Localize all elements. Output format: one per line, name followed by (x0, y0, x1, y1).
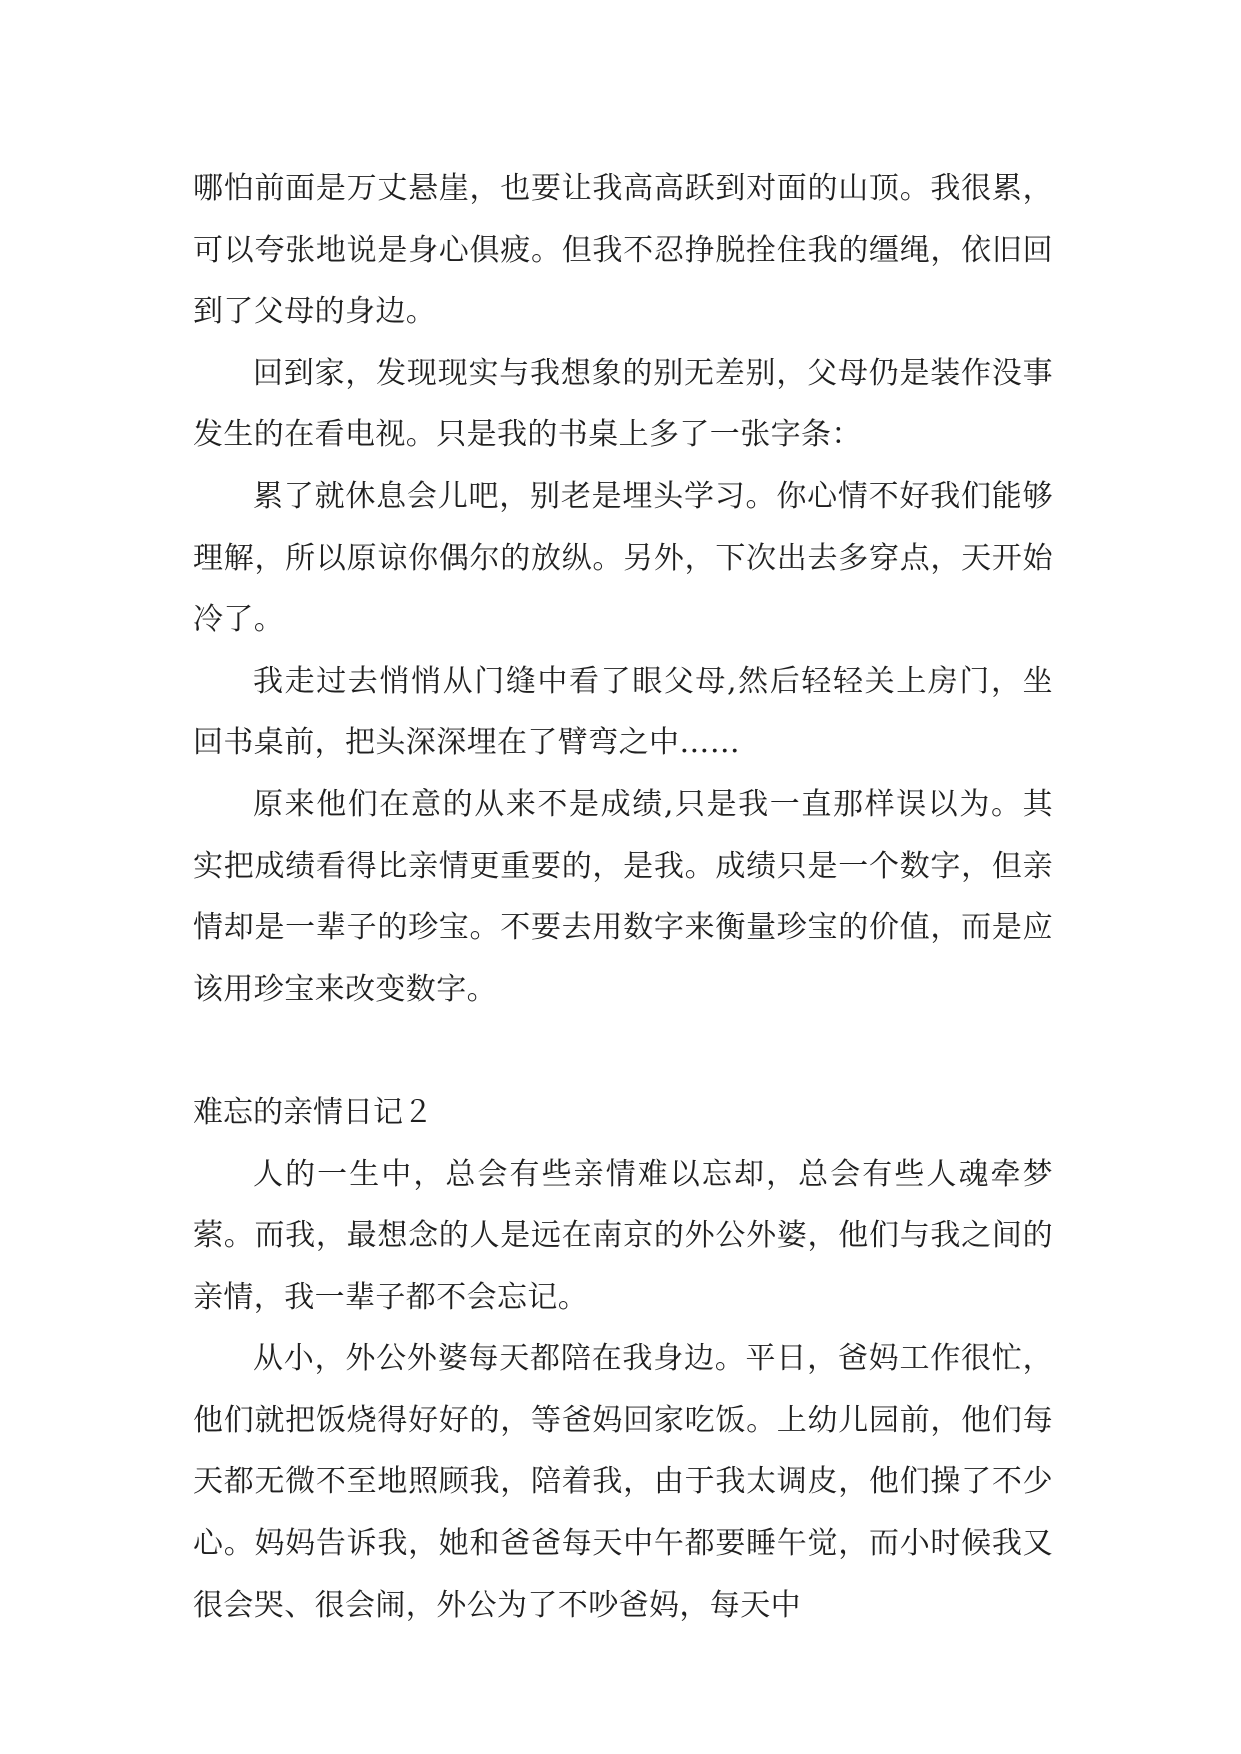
section-title: 难忘的亲情日记２ (193, 1094, 433, 1130)
section-spacer (193, 1020, 1053, 1082)
paragraph-continuation: 哪怕前面是万丈悬崖，也要让我高高跃到对面的山顶。我很累，可以夸张地说是身心俱疲。但我不忍挣脱拴住我的缰绳，依旧回到了父母的身边。 (193, 171, 1053, 330)
paragraph: 人的一生中，总会有些亲情难以忘却，总会有些人魂牵梦萦。而我，最想念的人是远在南京的外公外婆，他们与我之间的亲情，我一辈子都不会忘记。 (193, 1156, 1053, 1315)
paragraph: 原来他们在意的从来不是成绩,只是我一直那样误以为。其实把成绩看得比亲情更重要的，是我。成绩只是一个数字，但亲情却是一辈子的珍宝。不要去用数字来衡量珍宝的价值，而是应该用珍宝来改变数字。 (193, 786, 1053, 1007)
document-body (193, 158, 1053, 1636)
paragraph-note: 累了就休息会儿吧，别老是埋头学习。你心情不好我们能够理解，所以原谅你偶尔的放纵。另外，下次出去多穿点，天开始冷了。 (193, 478, 1053, 638)
paragraph: 从小，外公外婆每天都陪在我身边。平日，爸妈工作很忙，他们就把饭烧得好好的，等爸妈回家吃饭。上幼儿园前，他们每天都无微不至地照顾我，陪着我，由于我太调皮，他们操了不少心。妈妈告诉我，她和爸爸每天中午都要睡午觉，而小时候我又很会哭、很会闹，外公为了不吵爸妈，每天中 (193, 1341, 1053, 1623)
paragraph: 我走过去悄悄从门缝中看了眼父母,然后轻轻关上房门，坐回书桌前，把头深深埋在了臂弯之中…… (193, 663, 1053, 761)
paragraph: 回到家，发现现实与我想象的别无差别，父母仍是装作没事发生的在看电视。只是我的书桌上多了一张字条： (193, 355, 1053, 453)
